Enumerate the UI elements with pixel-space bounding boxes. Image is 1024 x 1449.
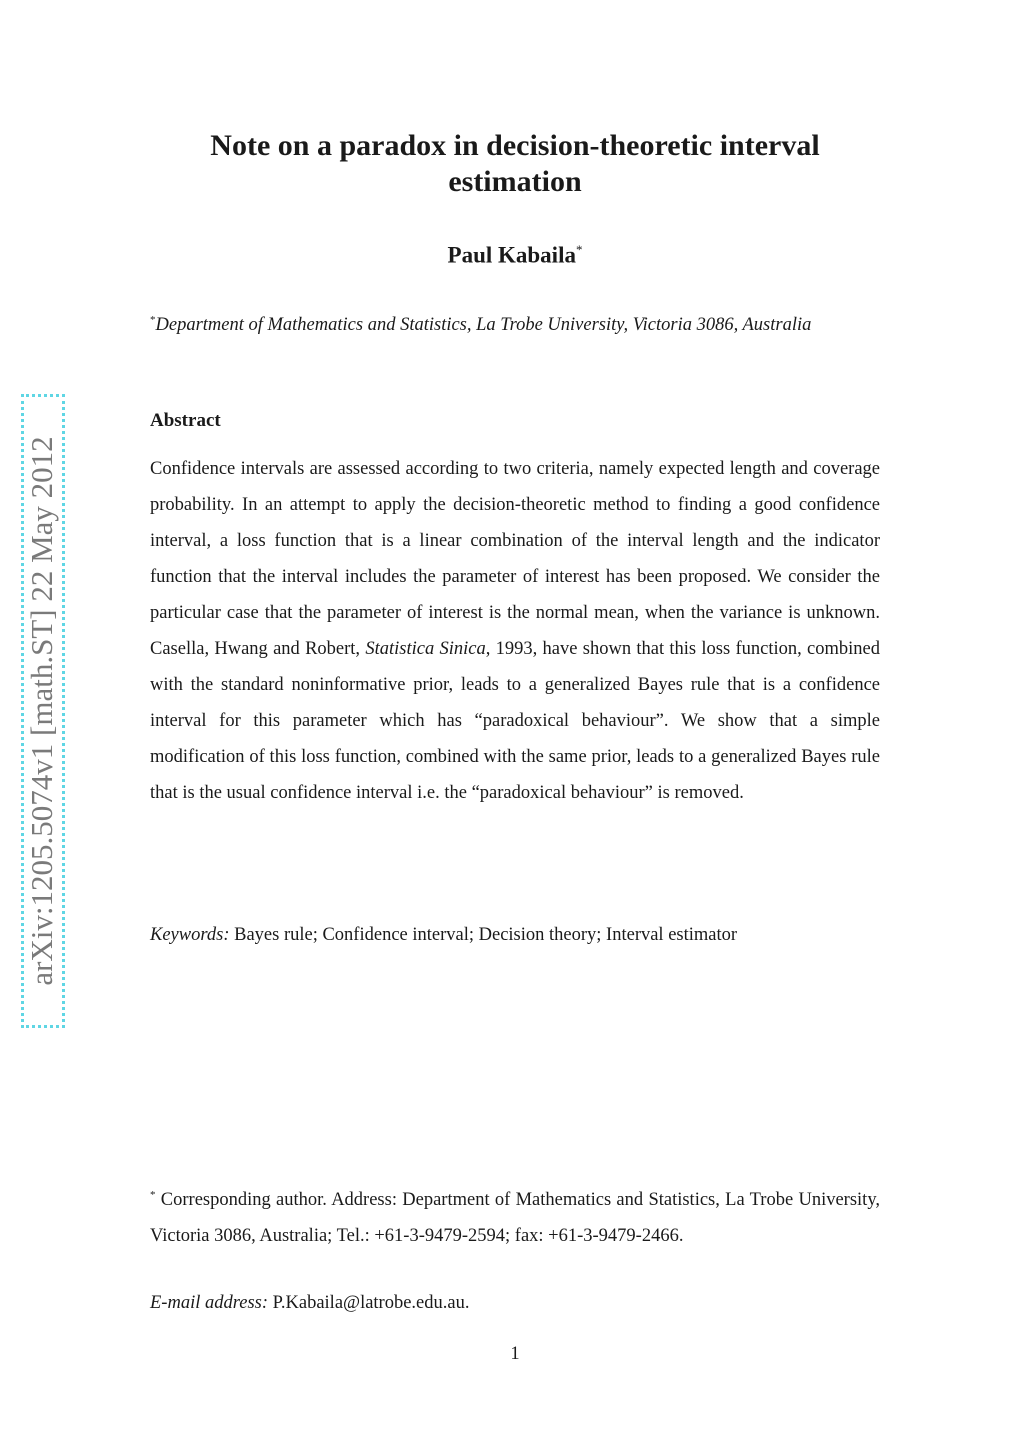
footnote xyxy=(150,1177,880,1254)
keywords-label: Keywords: xyxy=(150,925,230,945)
paper-title: Note on a paradox in decision-theoretic interval estimation xyxy=(210,129,820,198)
page-number: 1 xyxy=(510,1344,520,1364)
author-name: Paul Kabaila xyxy=(447,242,576,268)
footnote-marker: * xyxy=(150,1189,156,1201)
keywords xyxy=(150,917,880,953)
affiliation-text: Department of Mathematics and Statistics, La Trobe University, Victoria 3086, Australia xyxy=(155,315,812,336)
affiliation xyxy=(150,302,880,343)
abstract-journal: Statistica Sinica xyxy=(365,639,486,659)
email-address[interactable]: P.Kabaila@latrobe.edu.au. xyxy=(272,1293,470,1313)
author-marker: * xyxy=(575,242,583,257)
affiliation-marker: * xyxy=(150,314,156,326)
footnote-text: Corresponding author. Address: Department of Mathematics and Statistics, La Trobe University, Victoria 3086, Australia; Tel.: +61-3-9479-2594; fax: +61-3-9479-2466. xyxy=(150,1190,880,1247)
arxiv-identifier: arXiv:1205.5074v1 [math.ST] 22 May 2012 xyxy=(24,436,59,986)
keywords-text: Bayes rule; Confidence interval; Decision theory; Interval estimator xyxy=(234,925,738,945)
abstract-part-2: , 1993, have shown that this loss function, combined with the standard noninformative prior, leads to a generalized Bayes rule that is a confidence interval for this parameter which has “paradoxical behaviour”. We show that a simple modification of this loss function, combined with the same prior, leads to a generalized Bayes rule that is the usual confidence interval i.e. the “paradoxical behaviour” is removed. xyxy=(150,639,880,803)
abstract-part-1: Confidence intervals are assessed according to two criteria, namely expected length and coverage probability. In an attempt to apply the decision-theoretic method to finding a good confidence interval, a loss function that is a linear combination of the interval length and the indicator function that the interval includes the parameter of interest has been proposed. We consider the particular case that the parameter of interest is the normal mean, when the variance is unknown. Casella, Hwang and Robert, xyxy=(150,459,880,659)
abstract-heading: Abstract xyxy=(150,410,221,431)
abstract-body xyxy=(150,451,880,811)
email-line xyxy=(150,1285,469,1321)
email-label: E-mail address: xyxy=(150,1293,269,1313)
author-line xyxy=(150,242,880,269)
